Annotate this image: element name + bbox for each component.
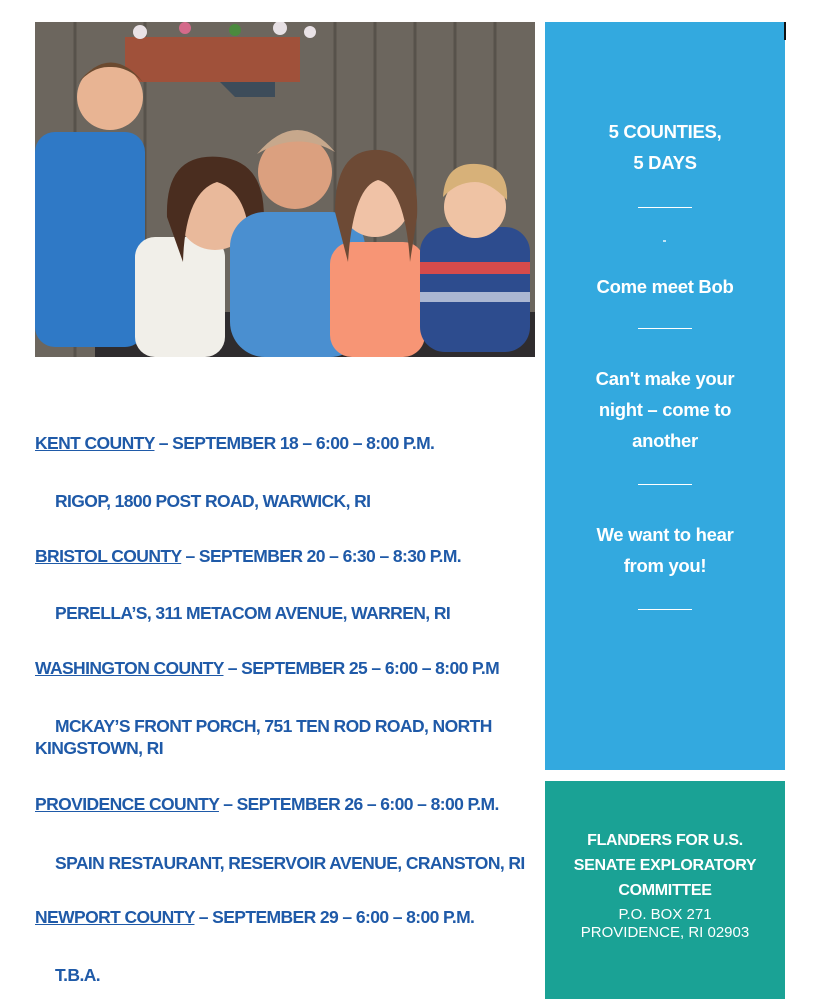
sidebar-meet	[545, 271, 785, 302]
committee-name	[545, 828, 785, 903]
sidebar-hear	[545, 519, 785, 581]
venue-text: MCKAY’S FRONT PORCH, 751 TEN ROD ROAD, NORTH KINGSTOWN, RI	[35, 716, 492, 758]
headline-line: 5 COUNTIES,	[608, 121, 722, 142]
sidebar-divider	[638, 609, 692, 610]
event-newport	[35, 907, 474, 928]
event-details: – SEPTEMBER 25 – 6:00 – 8:00 P.M	[223, 658, 500, 678]
sidebar-headline	[545, 116, 785, 178]
county-link-bristol[interactable]: BRISTOL COUNTY	[35, 546, 182, 566]
committee-line: FLANDERS FOR U.S.	[587, 832, 743, 849]
venue-bristol	[35, 602, 535, 624]
event-kent	[35, 433, 434, 454]
headline-line: 5 DAYS	[633, 152, 697, 173]
venue-text: RIGOP, 1800 POST ROAD, WARWICK, RI	[55, 491, 371, 511]
hear-line: from you!	[623, 555, 707, 576]
county-link-newport[interactable]: NEWPORT COUNTY	[35, 907, 195, 927]
address-line: PROVIDENCE, RI 02903	[580, 924, 750, 941]
address-line: P.O. BOX 271	[618, 906, 712, 923]
committee-line: COMMITTEE	[618, 882, 712, 899]
hear-line: We want to hear	[596, 524, 734, 545]
event-details: – SEPTEMBER 18 – 6:00 – 8:00 P.M.	[154, 433, 435, 453]
venue-text: SPAIN RESTAURANT, RESERVOIR AVENUE, CRANSTON, RI	[55, 853, 525, 873]
event-bristol	[35, 546, 461, 567]
sidebar-panel	[545, 22, 785, 770]
another-line: another	[632, 430, 698, 451]
event-providence	[35, 794, 499, 815]
another-line: night – come to	[598, 399, 732, 420]
committee-line: SENATE EXPLORATORY	[573, 857, 757, 874]
corner-mark	[784, 22, 786, 40]
sidebar-divider	[638, 207, 692, 208]
county-link-washington[interactable]: WASHINGTON COUNTY	[35, 658, 224, 678]
sidebar-divider	[638, 328, 692, 329]
venue-newport	[35, 964, 535, 986]
event-details: – SEPTEMBER 29 – 6:00 – 8:00 P.M.	[194, 907, 475, 927]
event-details: – SEPTEMBER 26 – 6:00 – 8:00 P.M.	[218, 794, 499, 814]
sidebar-dot	[663, 240, 666, 242]
event-washington	[35, 658, 499, 679]
committee-address	[545, 906, 785, 942]
venue-text: T.B.A.	[55, 965, 101, 985]
another-line: Can't make your	[595, 368, 735, 389]
county-link-kent[interactable]: KENT COUNTY	[35, 433, 155, 453]
meet-text: Come meet Bob	[596, 276, 734, 297]
venue-text: PERELLA’S, 311 METACOM AVENUE, WARREN, RI	[55, 603, 451, 623]
county-link-providence[interactable]: PROVIDENCE COUNTY	[35, 794, 219, 814]
event-details: – SEPTEMBER 20 – 6:30 – 8:30 P.M.	[181, 546, 462, 566]
family-photo	[35, 22, 535, 357]
venue-washington	[35, 715, 535, 759]
sidebar-another	[545, 363, 785, 456]
venue-providence	[35, 852, 535, 874]
committee-box	[545, 781, 785, 999]
venue-kent	[35, 490, 535, 512]
sidebar-divider	[638, 484, 692, 485]
